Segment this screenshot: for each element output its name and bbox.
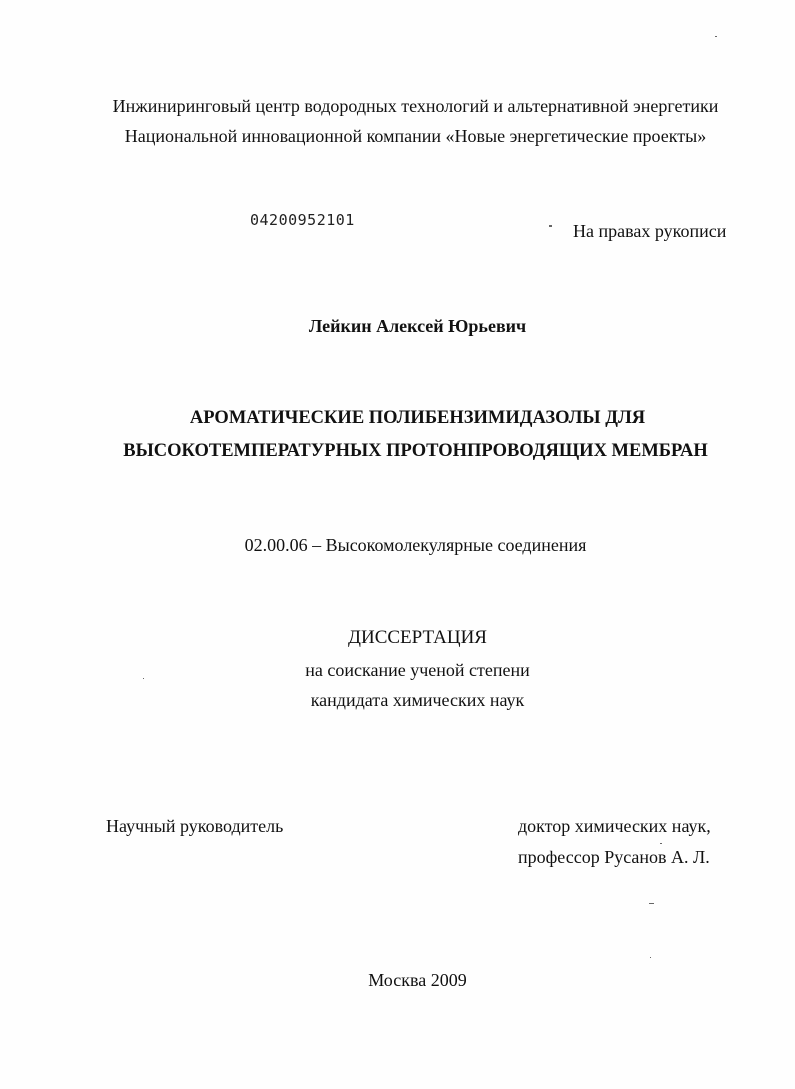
registration-code: 04200952101 [250, 211, 355, 229]
specialty-code: 02.00.06 – Высокомолекулярные соединения [244, 535, 587, 555]
author-name: Лейкин Алексей Юрьевич [308, 316, 527, 336]
organization-line-2: Национальной инновационной компании «Новые энергетические проекты» [124, 126, 707, 146]
thesis-title-line-2: ВЫСОКОТЕМПЕРАТУРНЫХ ПРОТОНПРОВОДЯЩИХ МЕМБРАН [123, 441, 708, 461]
supervisor-degree: доктор химических наук, [518, 816, 711, 836]
degree-line-2: кандидата химических наук [310, 690, 525, 710]
scan-speck [549, 225, 552, 227]
scan-speck [649, 903, 654, 904]
scan-speck [715, 36, 717, 37]
rights-notice: На правах рукописи [573, 221, 727, 241]
scan-speck [660, 843, 662, 844]
place-and-year: Москва 2009 [368, 970, 467, 990]
scan-speck [143, 678, 144, 679]
document-type: ДИССЕРТАЦИЯ [348, 627, 487, 648]
supervisor-label: Научный руководитель [106, 816, 284, 836]
supervisor-name: профессор Русанов А. Л. [518, 847, 710, 867]
organization-line-1: Инжиниринговый центр водородных технологий и альтернативной энергетики [112, 96, 719, 116]
degree-line-1: на соискание ученой степени [305, 660, 530, 680]
scan-speck [650, 957, 651, 958]
thesis-title-line-1: АРОМАТИЧЕСКИЕ ПОЛИБЕНЗИМИДАЗОЛЫ ДЛЯ [189, 408, 646, 428]
